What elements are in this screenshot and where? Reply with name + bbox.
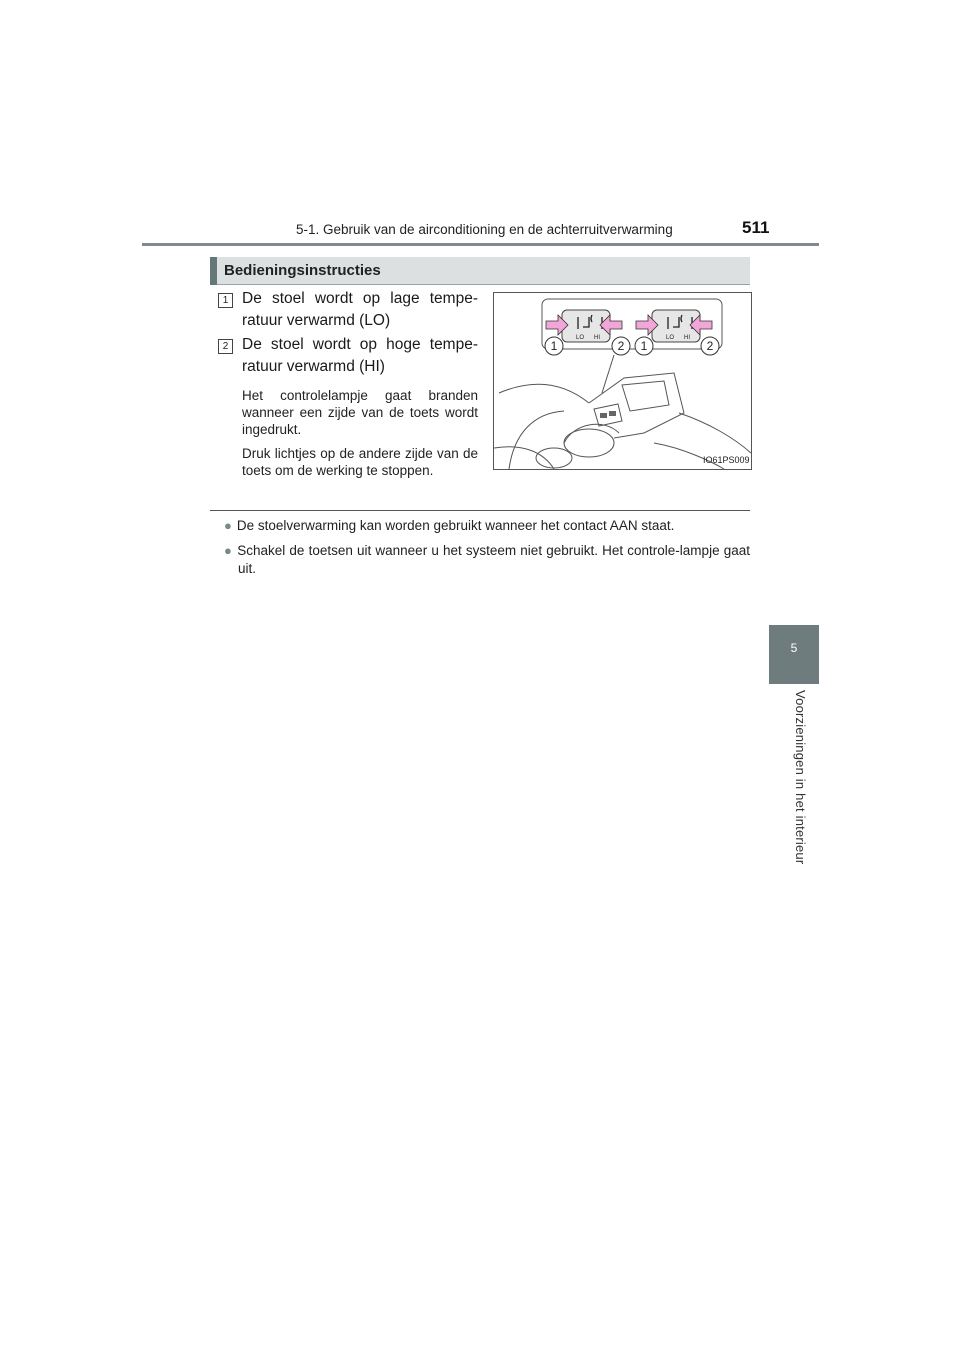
running-header: 5-1. Gebruik van de airconditioning en de achterruitverwarming [296, 222, 673, 237]
item-text-2: De stoel wordt op hoge tempe-ratuur verwarmd (HI) [242, 336, 478, 375]
note-indicator-light: Het controlelampje gaat branden wanneer een zijde van de toets wordt ingedrukt. [242, 388, 478, 437]
bullet-icon: ● [224, 543, 233, 558]
switch-hi-label: HI [684, 335, 690, 341]
section-title: Bedieningsinstructies [224, 262, 381, 279]
note-stop-operation: Druk lichtjes op de andere zijde van de toets om de werking te stoppen. [242, 446, 478, 478]
switch-lo-label: LO [666, 335, 675, 341]
bullet-icon: ● [224, 518, 232, 533]
switch-lo-label: LO [576, 335, 585, 341]
chapter-title: Voorzieningen in het interieur [793, 690, 808, 865]
callout-1: 1 [640, 339, 648, 353]
section-heading-accent [210, 257, 217, 285]
callout-2: 2 [617, 339, 625, 353]
seat-heater-switch-illustration [493, 292, 752, 470]
callout-1: 1 [550, 339, 558, 353]
bullet-text: De stoelverwarming kan worden gebruikt wanneer het contact AAN staat. [236, 518, 675, 533]
bullet-text: Schakel de toetsen uit wanneer u het systeem niet gebruikt. Het controle-lampje gaat uit. [237, 543, 750, 576]
item-number-2: 2 [218, 339, 233, 354]
console-drawing [494, 293, 751, 469]
page-number: 511 [742, 218, 770, 237]
section-rule [210, 510, 750, 511]
item-text-1: De stoel wordt op lage tempe-ratuur verwarmd (LO) [242, 290, 478, 329]
item-number-1: 1 [218, 293, 233, 308]
callout-2: 2 [706, 339, 714, 353]
bullet-item [224, 542, 750, 578]
bullet-item [224, 517, 750, 535]
switch-hi-label: HI [594, 335, 600, 341]
chapter-number: 5 [790, 641, 798, 655]
header-rule [142, 243, 819, 246]
figure-code: IO61PS009 [703, 455, 750, 465]
